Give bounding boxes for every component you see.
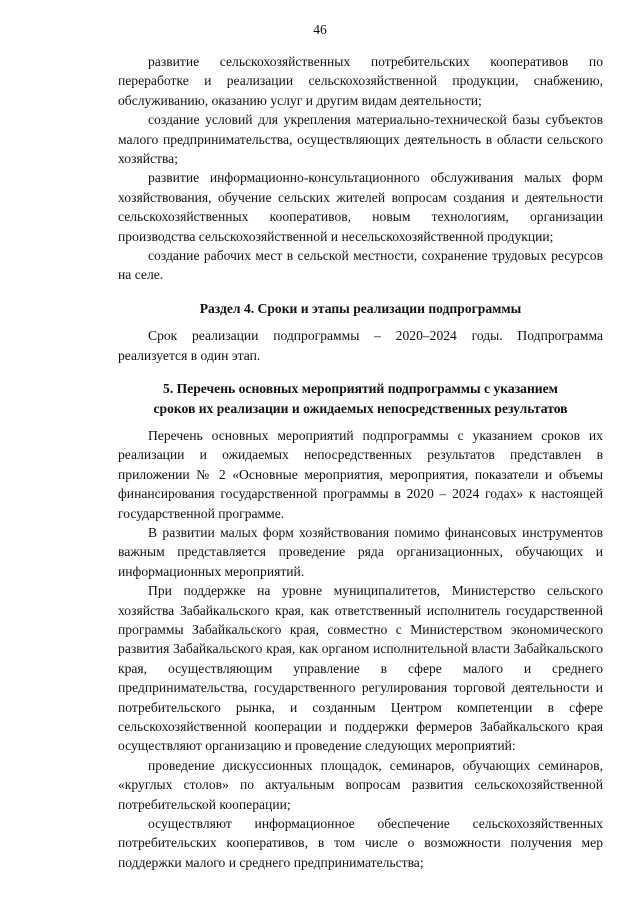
paragraph: В развитии малых форм хозяйствования помимо финансовых инструментов важным представляется проведение ряда организационных, обучающих и информационных мероприятий. — [118, 524, 603, 579]
paragraph: создание рабочих мест в сельской местности, сохранение трудовых ресурсов на селе. — [118, 248, 603, 283]
paragraph: создание условий для укрепления материально-технической базы субъектов малого предпринимательства, осуществляющих деятельность в области сельского хозяйства; — [118, 112, 603, 167]
page-body — [118, 52, 603, 872]
paragraph: развитие сельскохозяйственных потребительских кооперативов по переработке и реализации сельскохозяйственной продукции, снабжению, обслуживанию, оказанию услуг и другим видам деятельности; — [118, 54, 603, 108]
section-4-heading: Раздел 4. Сроки и этапы реализации подпрограммы — [199, 300, 522, 316]
paragraph: проведение дискуссионных площадок, семинаров, обучающих семинаров, «круглых столов» по актуальным вопросам развития сельскохозяйственной потребительской кооперации; — [118, 757, 603, 812]
paragraph: Перечень основных мероприятий подпрограммы с указанием сроков их реализации и ожидаемых непосредственных результатов представлен в приложении № 2 «Основные мероприятия, мероприятия, показатели и объемы финансирования государственной программы в 2020 – 2024 годах» к настоящей государственной программе. — [118, 427, 603, 521]
paragraph: Срок реализации подпрограммы – 2020–2024 годы. Подпрограмма реализуется в один этап. — [118, 328, 603, 363]
paragraph: При поддержке на уровне муниципалитетов, Министерство сельского хозяйства Забайкальского края, как ответственный исполнитель государственной программы Забайкальского края, совместно с Министерством экономического развития Забайкальского края, как органом исполнительной власти Забайкальского края, осуществляющим управление в сфере малого и среднего предпринимательства, государственного регулирования торговой деятельности и потребительского рынка, и созданным Центром компетенции в сфере сельскохозяйственной кооперации и поддержки фермеров Забайкальского края осуществляют организацию и проведение следующих мероприятий: — [118, 583, 603, 754]
paragraph: осуществляют информационное обеспечение сельскохозяйственных потребительских кооперативов, в том числе о возможности получения мер поддержки малого и среднего предпринимательства; — [118, 816, 603, 870]
page-number: 46 — [313, 22, 327, 37]
section-5-heading-line2: сроков их реализации и ожидаемых непосредственных результатов — [153, 400, 568, 416]
section-5-heading — [118, 379, 603, 418]
section-5-heading-line1: 5. Перечень основных мероприятий подпрограммы с указанием — [163, 381, 558, 397]
paragraph: развитие информационно-консультационного обслуживания малых форм хозяйствования, обучение сельских жителей вопросам создания и деятельности сельскохозяйственных кооперативов, новым технологиям, организации производства сельскохозяйственной и несельскохозяйственной продукции; — [118, 170, 603, 244]
